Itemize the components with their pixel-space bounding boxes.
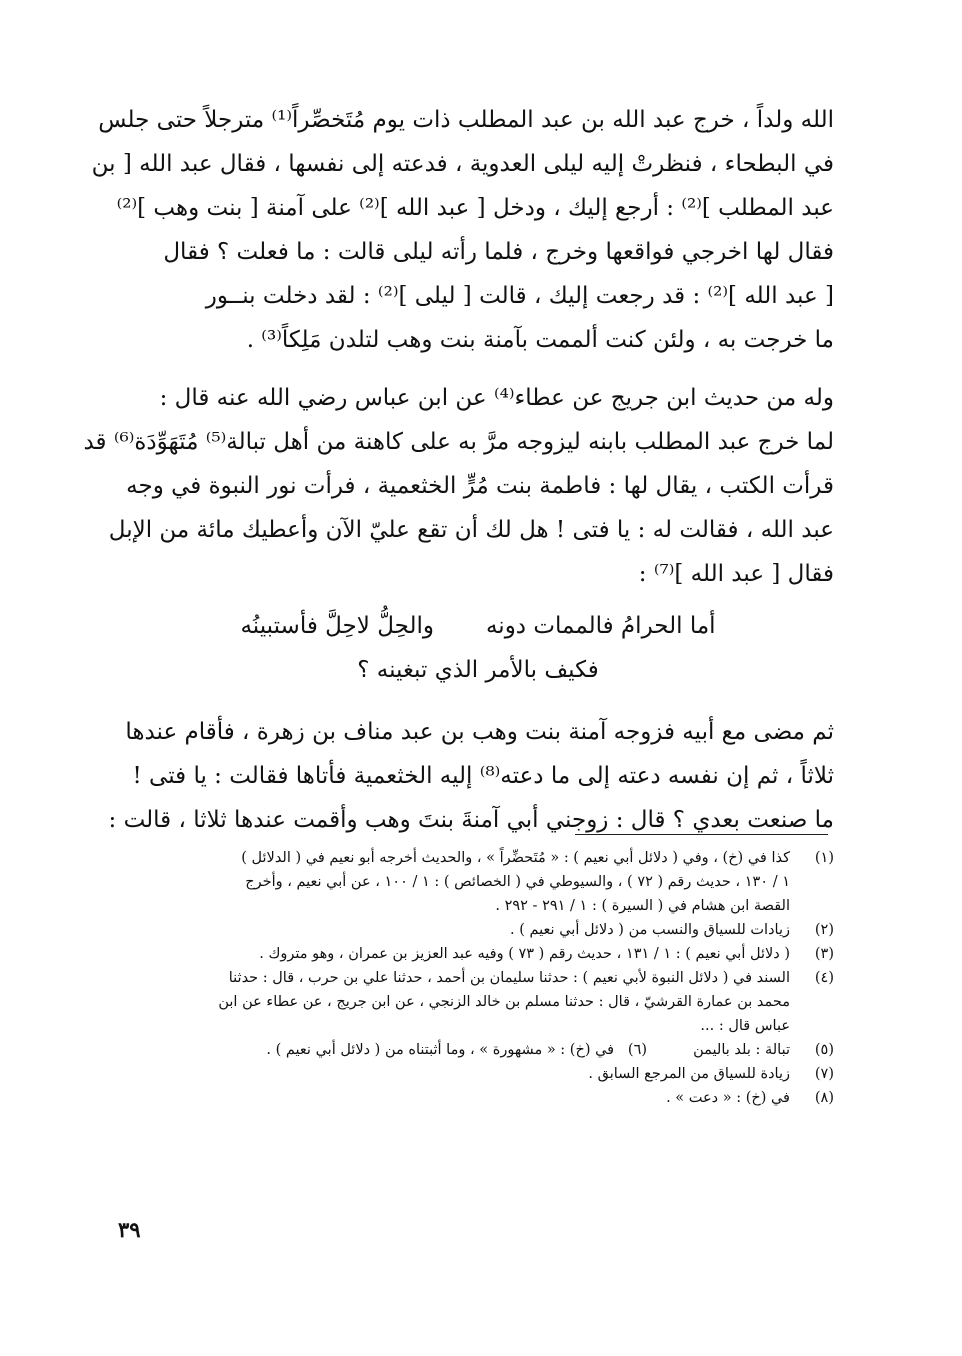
footnote: [122, 942, 834, 966]
text-line: الله ولداً ، خرج عبد الله بن عبد المطلب ذات يوم مُتَخصِّراً⁽¹⁾ مترجلاً حتى جلس: [98, 107, 834, 133]
footnote-text: [122, 918, 790, 942]
footnote-line: محمد بن عمارة القرشيّ ، قال : حدثنا مسلم بن خالد الزنجي ، عن ابن جريج ، عن عطاء عن ابن: [218, 994, 790, 1010]
text-line: ما صنعت بعدي ؟ قال : زوجني أبي آمنةَ بنتَ وهب وأقمت عندها ثلاثا ، قالت :: [108, 807, 834, 833]
text-line: ثم مضى مع أبيه فزوجه آمنة بنت وهب بن عبد مناف بن زهرة ، فأقام عندها: [125, 719, 834, 745]
footnote-number: (٤): [814, 970, 834, 986]
text-line: [ عبد الله ]⁽²⁾ : قد رجعت إليك ، قالت [ ليلى ]⁽²⁾ : لقد دخلت بنــور: [205, 283, 834, 309]
text-line: في البطحاء ، فنظرتْ إليه ليلى العدوية ، فدعته إلى نفسها ، فقال عبد الله [ بن: [91, 151, 834, 177]
main-text: [83, 98, 834, 842]
paragraph-2: [83, 376, 834, 596]
footnote: [122, 966, 834, 1038]
footnote-text: [122, 1086, 790, 1110]
text-line: ثلاثاً ، ثم إن نفسه دعته إلى ما دعته⁽⁸⁾ إليه الخثعمية فأتاها فقالت : يا فتى !: [132, 763, 834, 789]
paragraph-1: [91, 98, 834, 362]
footnote-number: (٥): [814, 1042, 834, 1058]
poem-verse-2: فكيف بالأمر الذي تبغينه ؟: [357, 657, 599, 683]
footnote-text: [122, 942, 790, 966]
poem-hemistich-left: والحِلُّ لاحِلَّ فأستبينُه: [240, 613, 434, 639]
footnote-line: ١ / ١٣٠ ، حديث رقم ( ٧٢ ) ، والسيوطي في ( الخصائص ) : ١ / ١٠٠ ، عن أبي نعيم ، وأخرج: [245, 874, 790, 890]
footnote-line: زيادات للسياق والنسب من ( دلائل أبي نعيم ) .: [510, 922, 790, 938]
footnote-line: السند في ( دلائل النبوة لأبي نعيم ) : حدثنا سليمان بن أحمد ، حدثنا علي بن حرب ، قال : حدثنا: [228, 970, 790, 986]
footnote-line: تبالة : بلد باليمن (٦) في (خ) : « مشهورة » ، وما أثبتناه من ( دلائل أبي نعيم ) .: [266, 1042, 790, 1058]
footnote-text: [122, 1062, 790, 1086]
footnote: [122, 1038, 834, 1062]
footnote: [122, 918, 834, 942]
poem-verse-1: [122, 604, 834, 648]
footnote: [122, 846, 834, 918]
footnote-text: [122, 1038, 790, 1062]
footnote-text: [122, 846, 790, 918]
poem-hemistich-right: أما الحرامُ فالممات دونه: [485, 613, 716, 639]
footnote-number: (٧): [814, 1066, 834, 1082]
footnote-line: عباس قال : ...: [700, 1018, 790, 1034]
text-line: فقال [ عبد الله ]⁽⁷⁾ :: [638, 561, 834, 587]
text-line: عبد الله ، فقالت له : يا فتى ! هل لك أن تقع عليّ الآن وأعطيك مائة من الإبل: [108, 517, 834, 543]
paragraph-3: [108, 710, 834, 842]
page-number: ٣٩: [118, 1217, 141, 1242]
text-line: عبد المطلب ]⁽²⁾ : أرجع إليك ، ودخل [ عبد الله ]⁽²⁾ على آمنة [ بنت وهب ]⁽²⁾: [116, 195, 834, 221]
text-line: ما خرجت به ، ولئن كنت ألممت بآمنة بنت وهب لتلدن مَلِكاً⁽³⁾ .: [246, 327, 834, 353]
footnote: [122, 1062, 834, 1086]
footnote: [122, 1086, 834, 1110]
footnote-line: كذا في (خ) ، وفي ( دلائل أبي نعيم ) : « مُتَحضِّراً » ، والحديث أخرجه أبو نعيم في ( الدلائل ): [241, 850, 790, 866]
footnotes: [122, 846, 834, 1110]
footnote-number: (٣): [814, 946, 834, 962]
footnote-number: (٢): [814, 922, 834, 938]
footnote-separator: [575, 834, 828, 835]
text-line: لما خرج عبد المطلب بابنه ليزوجه مرَّ به على كاهنة من أهل تبالة⁽⁵⁾ مُتَهَوِّدَة⁽⁶⁾ قد: [83, 429, 834, 455]
footnote-line: في (خ) : « دعت » .: [666, 1090, 790, 1106]
text-line: فقال لها اخرجي فواقعها وخرج ، فلما رأته ليلى قالت : ما فعلت ؟ فقال: [163, 239, 834, 265]
footnote-line: ( دلائل أبي نعيم ) : ١ / ١٣١ ، حديث رقم ( ٧٣ ) وفيه عبد العزيز بن عمران ، وهو متروك .: [259, 946, 790, 962]
footnote-number: (١): [814, 850, 834, 866]
footnote-line: زيادة للسياق من المرجع السابق .: [588, 1066, 790, 1082]
footnote-number: (٨): [814, 1090, 834, 1106]
text-line: قرأت الكتب ، يقال لها : فاطمة بنت مُرٍّ الخثعمية ، فرأت نور النبوة في وجه: [126, 473, 834, 499]
text-line: وله من حديث ابن جريج عن عطاء⁽⁴⁾ عن ابن عباس رضي الله عنه قال :: [159, 385, 834, 411]
footnote-line: القصة ابن هشام في ( السيرة ) : ١ / ٢٩١ - ٢٩٢ .: [495, 898, 790, 914]
footnote-text: [122, 966, 790, 1038]
poem: [122, 604, 834, 692]
